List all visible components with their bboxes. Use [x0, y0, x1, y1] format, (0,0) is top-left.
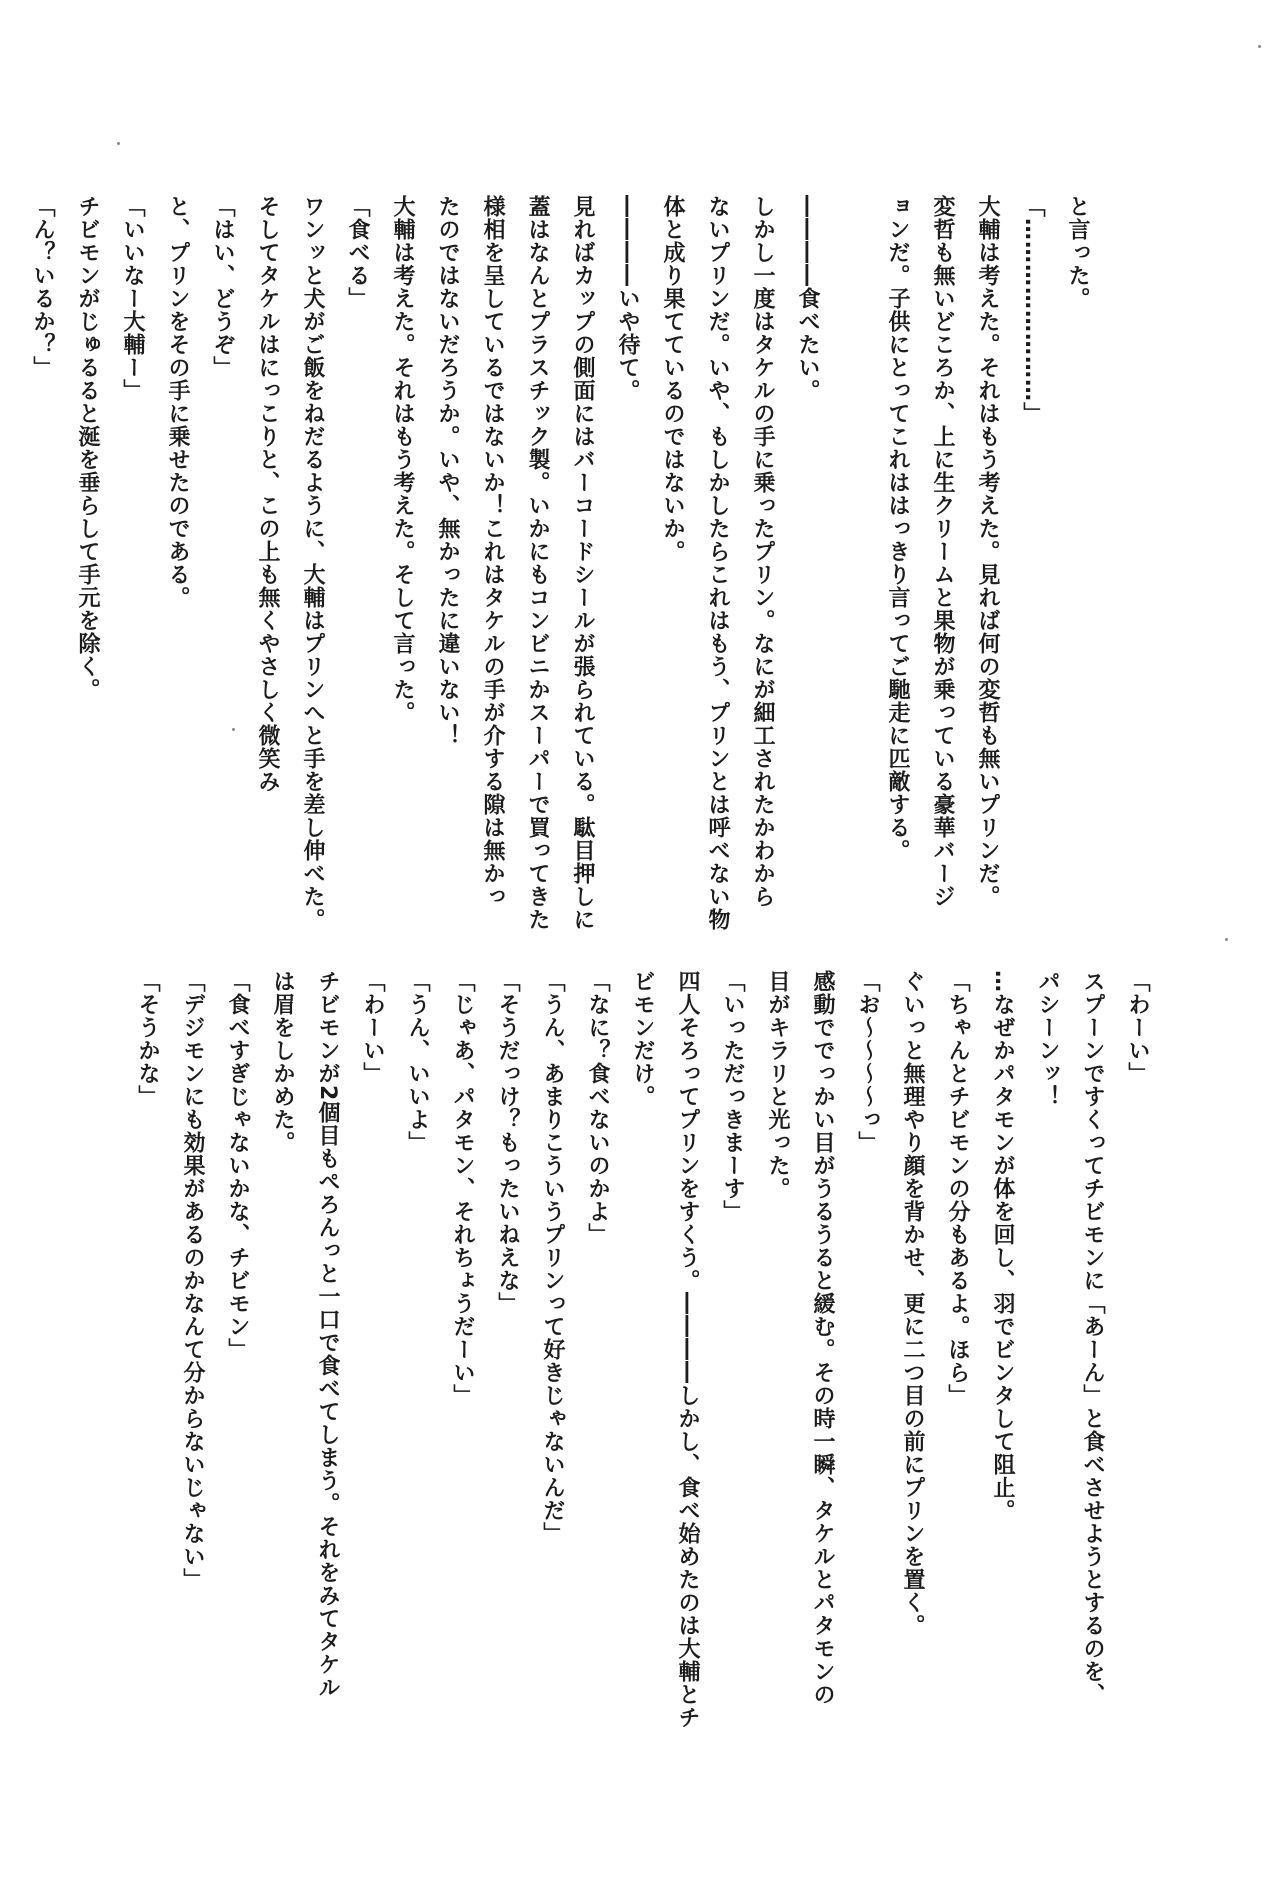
- text-line: 目がキラリと光った。: [765, 970, 790, 1200]
- text-line: 感動ででっかい目がうるうると緩む。その時一瞬、タケルとパタモンの: [810, 970, 835, 1706]
- text-line: そしてタケルはにっこりと、この上も無くやさしく微笑み: [255, 195, 280, 793]
- text-line: と、プリンをその手に乗せたのである。: [165, 195, 190, 609]
- text-line: 「わーい」: [1125, 970, 1150, 1085]
- text-line: 「なに？食べないのかよ」: [585, 970, 610, 1246]
- text-line: チビモンがじゅるると涎を垂らして手元を除く。: [75, 195, 100, 701]
- text-line: 「ん？いるか？」: [30, 195, 55, 379]
- text-line: 「食べすぎじゃないかな、チビモン」: [225, 970, 250, 1361]
- text-line: チビモンが2個目もぺろんっと一口で食べてしまう。それをみてタケル: [315, 970, 340, 1700]
- text-line: 大輔は考えた。それはもう考えた。見れば何の変哲も無いプリンだ。: [975, 195, 1000, 908]
- text-line: ――――いや待て。: [615, 195, 640, 402]
- lower-text-block: [125, 970, 1160, 1729]
- text-line: は眉をしかめた。: [270, 970, 295, 1154]
- text-line: 体と成り果てているのではないか。: [660, 195, 685, 563]
- text-line: 「……………………」: [1020, 195, 1045, 425]
- scan-speck: [1258, 45, 1261, 48]
- text-line: ――――食べたい。: [795, 195, 820, 402]
- scan-speck: [117, 142, 120, 145]
- text-line: 蓋はなんとプラスチック製。いかにもコンビニかスーパーで買ってきた: [525, 195, 550, 931]
- upper-text-block: [20, 195, 1100, 931]
- text-line: パシーンッ！: [1035, 970, 1060, 1108]
- text-line: 「いっただっきまーす」: [720, 970, 745, 1223]
- text-line: 「いいなー大輔ー」: [120, 195, 145, 402]
- text-line: 「じゃあ、パタモン、それちょうだーい」: [450, 970, 475, 1407]
- text-line: 変哲も無いどころか、上に生クリームと果物が乗っている豪華バージ: [930, 195, 955, 908]
- text-line: スプーンですくってチビモンに「あーん」と食べさせようとするのを、: [1080, 970, 1105, 1706]
- blank-line: [830, 195, 875, 925]
- text-line: 「そうだっけ？もったいねえな」: [495, 970, 520, 1315]
- text-line: 「お～～～～っ」: [855, 970, 880, 1154]
- text-line: ぐいっと無理やり顔を背かせ、更に二つ目の前にプリンを置く。: [900, 970, 925, 1637]
- text-line: 「うん、あまりこういうプリンって好きじゃないんだ」: [540, 970, 565, 1545]
- text-line: 「ちゃんとチビモンの分もあるよ。ほら」: [945, 970, 970, 1407]
- text-line: 「食べる」: [345, 195, 370, 310]
- text-line: 「はい、どうぞ」: [210, 195, 235, 379]
- text-line: ビモンだけ。: [630, 970, 655, 1108]
- text-line: 「そうかな」: [135, 970, 160, 1108]
- text-line: ないプリンだ。いや、もしかしたらこれはもう、プリンとは呼べない物: [705, 195, 730, 931]
- text-line: 「デジモンにも効果があるのかなんて分からないじゃない」: [180, 970, 205, 1591]
- text-line: 「うん、いいよ」: [405, 970, 430, 1154]
- text-line: 様相を呈しているではないか！これはタケルの手が介する隙は無かっ: [480, 195, 505, 908]
- text-line: たのではないだろうか。いや、無かったに違いない！: [435, 195, 460, 747]
- text-line: しかし一度はタケルの手に乗ったプリン。なにが細工されたかわから: [750, 195, 775, 908]
- text-line: …なぜかパタモンが体を回し、羽でビンタして阻止。: [990, 970, 1015, 1522]
- scan-speck: [1225, 938, 1228, 941]
- text-line: ワンッと犬がご飯をねだるように、大輔はプリンへと手を差し伸べた。: [300, 195, 325, 931]
- text-line: と言った。: [1065, 195, 1090, 310]
- text-line: 大輔は考えた。それはもう考えた。そして言った。: [390, 195, 415, 724]
- text-line: 見ればカップの側面にはバーコードシールが張られている。駄目押しに: [570, 195, 595, 931]
- text-line: 四人そろってプリンをすくう。――――しかし、食べ始めたのは大輔とチ: [675, 970, 700, 1729]
- text-line: ョンだ。子供にとってこれははっきり言ってご馳走に匹敵する。: [885, 195, 910, 862]
- scan-speck: [232, 728, 235, 731]
- text-line: 「わーい」: [360, 970, 385, 1085]
